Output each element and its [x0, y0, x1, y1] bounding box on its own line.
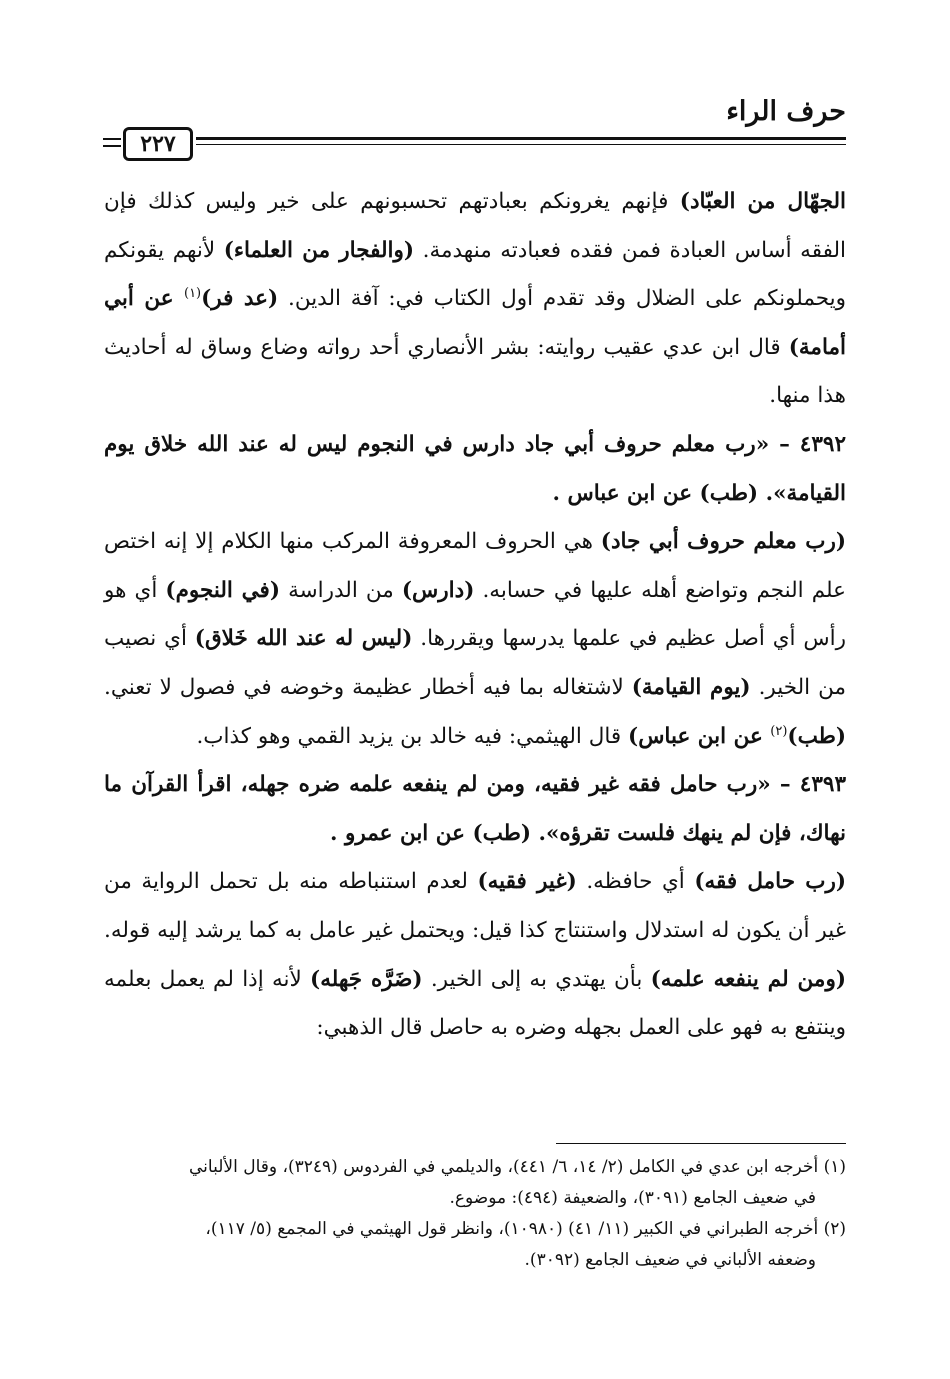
footnote-ref-1: (١)	[183, 286, 202, 302]
header-rule	[196, 137, 846, 151]
footnote-separator	[556, 1143, 846, 1144]
hadith-number: ٤٣٩٣	[799, 772, 846, 798]
page-number: ٢٢٧	[123, 127, 193, 161]
paragraph-commentary-2: (رب معلم حروف أبي جاد) هي الحروف المعروفة المركب منها الكلام إلا إنه اختص علم النجم وتواضع أهله عليها في حسابه. (دارس) من الدراسة (في النجوم) أي هو رأس أي أصل عظيم في علمها يدرسها ويقررها. (ليس له عند الله خَلاق) أي نصيب من الخير. (يوم القيامة) لاشتغاله بما فيه أخطار عظيمة وخوضه في فصول لا تعني. (طب)$^{(٢)}$ عن ابن عباس) قال الهيثمي: فيه خالد بن يزيد القمي وهو كذاب.	[104, 529, 847, 749]
page-number-ornament	[103, 138, 121, 150]
footnotes	[104, 1152, 846, 1276]
footnote-2: (٢) أخرجه الطبراني في الكبير (١١/ ٤١) (١٠٩٨٠)، وانظر قول الهيثمي في المجمع (٥/ ١١٧)،	[205, 1219, 846, 1239]
hadith-text: – «رب معلم حروف أبي جاد دارس في النجوم ليس له عند الله خلاق يوم القيامة». (طب) عن ابن عباس .	[104, 431, 846, 506]
hadith-4392	[104, 421, 846, 518]
header-rule-thin	[196, 144, 846, 145]
footnote-1: (١) أخرجه ابن عدي في الكامل (٢/ ١٤، ٦/ ٤٤١)، والديلمي في الفردوس (٣٢٤٩)، وقال الألباني	[189, 1157, 846, 1177]
main-text	[104, 178, 846, 1053]
hadith-4393	[104, 761, 846, 858]
paragraph-commentary-3: (رب حامل فقه) أي حافظه. (غير فقيه) لعدم استنباطه منه بل تحمل الرواية من غير أن يكون له استدلال واستنتاج كذا قيل: ويحتمل غير عامل به كما يرشد إليه قوله. (ومن لم ينفعه علمه) بأن يهتدي به إلى الخير. (ضَرَّه جَهله) لأنه إذا لم يعمل بعلمه وينتفع به فهو على العمل بجهله وضره به حاصل قال الذهبي:	[104, 869, 847, 1041]
hadith-text: – «رب حامل فقه غير فقيه، ومن لم ينفعه علمه ضره جهله، اقرأ القرآن ما نهاك، فإن لم ينهك فلست تقرؤه». (طب) عن ابن عمرو .	[104, 772, 846, 846]
footnote-ref-2: (٢)	[770, 723, 788, 739]
hadith-number: ٤٣٩٢	[799, 431, 846, 457]
footnote-2-continued: وضعفه الألباني في ضعيف الجامع (٣٠٩٢).	[524, 1250, 816, 1270]
paragraph-commentary-1: الجهّال من العبّاد) فإنهم يغرونكم بعبادتهم تحسبونهم على خير وليس كذلك فإن الفقه أساس العبادة فمن فقده فعبادته منهدمة. (والفجار من العلماء) لأنهم يقونكم ويحملونكم على الضلال وقد تقدم أول الكتاب في: آفة الدين. (عد فر)$^{(١)}$ عن أبي أمامة) قال ابن عدي عقيب روايته: بشر الأنصاري أحد رواته وضاع وساق له أحاديث هذا منها.	[104, 189, 847, 409]
footnote-1-continued: في ضعيف الجامع (٣٠٩١)، والضعيفة (٤٩٤): موضوع.	[449, 1188, 816, 1208]
header-rule-thick	[196, 137, 846, 140]
chapter-title: حرف الراء	[726, 96, 846, 127]
